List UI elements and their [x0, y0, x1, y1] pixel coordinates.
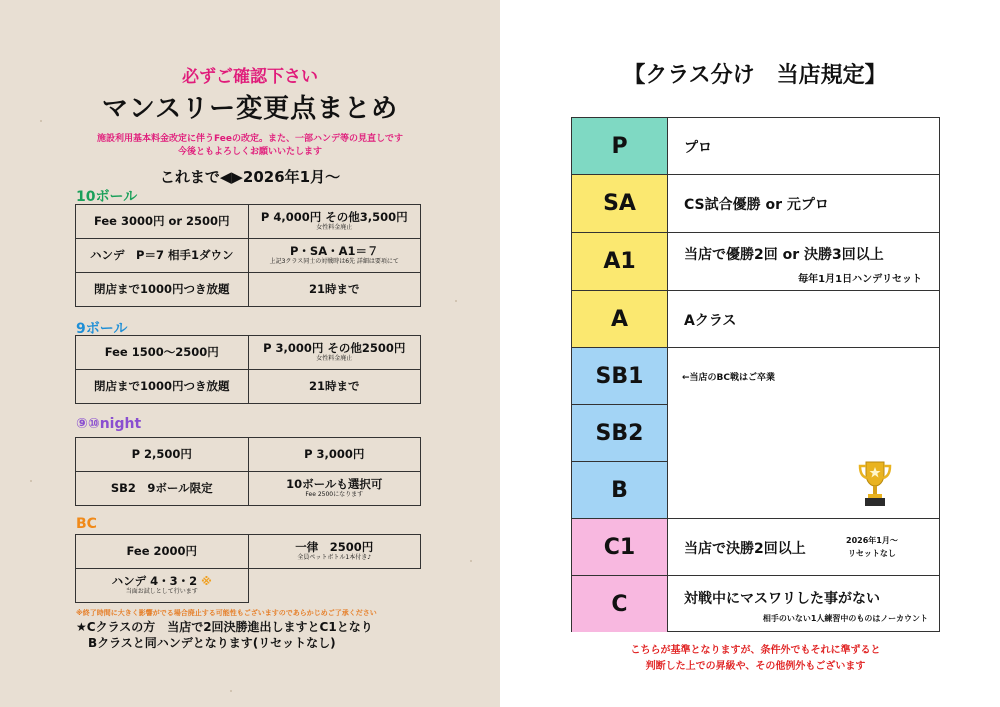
old-value: Fee 3000円 or 2500円: [76, 205, 249, 239]
class-label-sa: SA: [572, 175, 668, 233]
cell-note: 上記3クラス同士の対戦時は6先 詳細は要項にて: [269, 258, 399, 266]
new-value: P 4,000円 その他3,500円 女性料金廃止: [248, 205, 421, 239]
class-label-a1: A1: [572, 233, 668, 291]
class-table: [571, 117, 940, 632]
old-value: SB2 9ボール限定: [76, 472, 249, 506]
table-row: [76, 569, 421, 603]
old-value: 閉店まで1000円つき放題: [76, 273, 249, 307]
cell-note: 女性料金廃止: [316, 355, 353, 363]
old-value: P 2,500円: [76, 438, 249, 472]
table-row: [76, 336, 421, 370]
paper-texture: [470, 560, 472, 562]
class-note: 毎年1月1日ハンデリセット: [798, 274, 922, 285]
c-class-note-line: ★Cクラスの方 当店で2回決勝進出しますとC1となり: [76, 620, 373, 634]
new-value: 一律 2500円 全員ペットボトル1本付き♪: [248, 535, 421, 569]
class-note: 相手のいない1人練習中のものはノーカウント: [762, 614, 928, 623]
new-value: P 3,000円: [248, 438, 421, 472]
class-desc: 対戦中にマスワリした事がない: [684, 591, 880, 607]
table-row: [76, 239, 421, 273]
old-value: Fee 2000円: [76, 535, 249, 569]
paper-texture: [230, 690, 232, 692]
table-row: [76, 472, 421, 506]
table-row: [76, 535, 421, 569]
paper-texture: [30, 480, 32, 482]
paper-texture: [455, 300, 457, 302]
notice-heading: 必ずご確認下さい: [182, 67, 318, 87]
table-row: [76, 273, 421, 307]
class-desc: 当店で決勝2回以上: [684, 541, 806, 557]
table-9ball: [75, 335, 421, 404]
compare-header: これまで◀▶2026年1月～: [159, 168, 341, 186]
class-row-a: [668, 291, 940, 348]
new-value: 21時まで: [248, 273, 421, 307]
class-note: 2026年1月～: [846, 536, 898, 545]
asterisk-mark: ※: [201, 574, 212, 588]
table-10ball: [75, 204, 421, 307]
class-label-c: C: [572, 576, 668, 632]
table-night: [75, 437, 421, 506]
class-note: リセットなし: [848, 549, 896, 558]
flyer-title: マンスリー変更点まとめ: [101, 94, 399, 124]
class-label-p: P: [572, 118, 668, 175]
old-value: 閉店まで1000円つき放題: [76, 370, 249, 404]
table-row: [76, 205, 421, 239]
class-desc: 当店で優勝2回 or 決勝3回以上: [684, 247, 884, 263]
class-desc: Aクラス: [684, 313, 737, 329]
old-value: ハンデ P＝7 相手1ダウン: [76, 239, 249, 273]
class-label-a: A: [572, 291, 668, 348]
section-title-bc: BC: [76, 516, 97, 532]
section-title-9ball: 9ボール: [76, 321, 128, 337]
class-row-c: [668, 576, 940, 632]
class-row-b-group: [668, 348, 940, 519]
class-note: ←当店のBC戦はご卒業: [682, 373, 776, 383]
new-value: 21時まで: [248, 370, 421, 404]
class-label-b: B: [572, 462, 668, 519]
table-row: [76, 438, 421, 472]
class-row-a1: [668, 233, 940, 291]
class-table-title: 【クラス分け 当店規定】: [623, 63, 887, 88]
c-class-note-line: Bクラスと同ハンデとなります(リセットなし): [88, 635, 336, 650]
c-class-note: [76, 620, 373, 651]
new-value: 10ボールも選択可 Fee 2500になります: [248, 472, 421, 506]
class-desc: CS試合優勝 or 元プロ: [684, 197, 829, 213]
class-label-c1: C1: [572, 519, 668, 576]
class-footer-note: こちらが基準となりますが、条件外でもそれに準ずると: [630, 645, 881, 656]
section-title-10ball: 10ボール: [76, 189, 138, 205]
warning-note: ※終了時間に大きく影響がでる場合廃止する可能性もございますのであらかじめご了承ください: [76, 609, 377, 617]
cell-note: Fee 2500になります: [305, 491, 364, 499]
class-label-sb2: SB2: [572, 405, 668, 462]
section-title-night: ⑨⑩night: [76, 416, 142, 432]
class-row-c1: [668, 519, 940, 576]
old-value: ハンデ 4・3・2 ※ 当面お試しとして行います: [76, 569, 249, 603]
cell-note: 当面お試しとして行います: [125, 588, 198, 596]
class-desc: プロ: [684, 140, 712, 156]
flyer-subtitle: 施設利用基本料金改定に伴うFeeの改定。また、一部ハンデ等の見直しです: [97, 134, 403, 144]
new-value: P・SA・A1＝７ 上記3クラス同士の対戦時は6先 詳細は要項にて: [248, 239, 421, 273]
class-row-sa: [668, 175, 940, 233]
flyer-subtitle: 今後ともよろしくお願いいたします: [177, 147, 322, 157]
trophy-icon: [857, 458, 893, 508]
cell-note: 全員ペットボトル1本付き♪: [297, 554, 372, 562]
class-label-sb1: SB1: [572, 348, 668, 405]
class-row-p: [668, 118, 940, 175]
table-bc: [75, 534, 421, 603]
new-value: P 3,000円 その他2500円 女性料金廃止: [248, 336, 421, 370]
table-row: [76, 370, 421, 404]
old-value: Fee 1500～2500円: [76, 336, 249, 370]
class-footer-note: 判断した上での昇級や、その他例外もございます: [645, 661, 866, 672]
cell-note: 女性料金廃止: [316, 224, 353, 232]
